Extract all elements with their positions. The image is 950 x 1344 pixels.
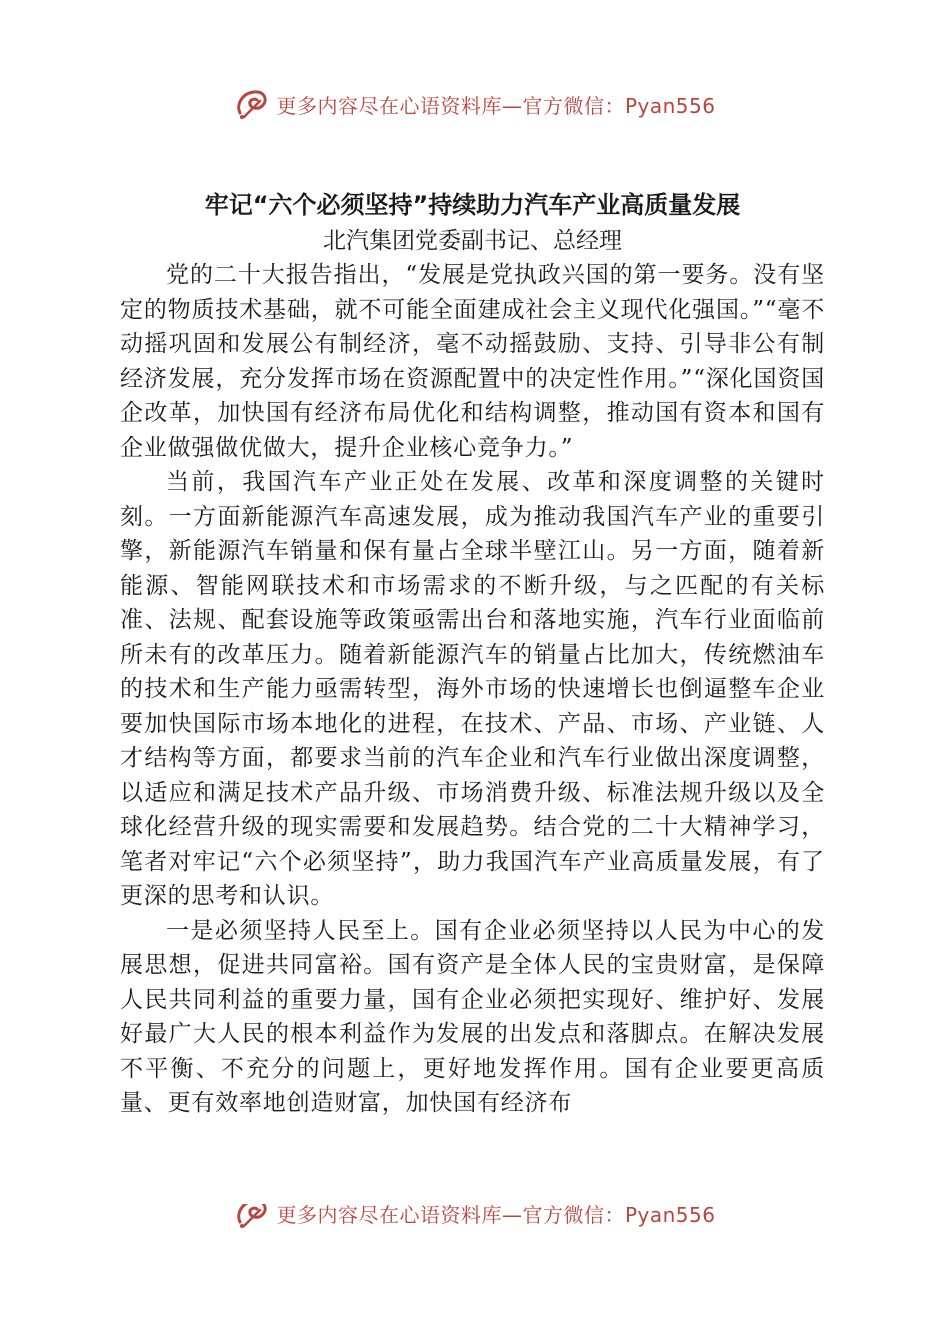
article-title: 牢记“六个必须坚持”持续助力汽车产业高质量发展 <box>204 191 741 219</box>
article <box>120 186 825 1121</box>
watermark-text: 更多内容尽在心语资料库—官方微信：Pyan556 <box>276 93 716 118</box>
paragraph-1: 党的二十大报告指出，“发展是党执政兴国的第一要务。没有坚定的物质技术基础，就不可能全面建成社会主义现代化强国。”“毫不动摇巩固和发展公有制经济，毫不动摇鼓励、支持、引导非公有制经济发展，充分发挥市场在资源配置中的决定性作用。”“深化国资国企改革，加快国有经济布局优化和结构调整，推动国有资本和国有企业做强做优做大，提升企业核心竞争力。” <box>120 262 825 461</box>
brush-logo-icon <box>234 87 270 121</box>
paragraph-2: 当前，我国汽车产业正处在发展、改革和深度调整的关键时刻。一方面新能源汽车高速发展，成为推动我国汽车产业的重要引擎，新能源汽车销量和保有量占全球半壁江山。另一方面，随着新能源、智能网联技术和市场需求的不断升级，与之匹配的有关标准、法规、配套设施等政策亟需出台和落地实施，汽车行业面临前所未有的改革压力。随着新能源汽车的销量占比加大，传统燃油车的技术和生产能力亟需转型，海外市场的快速增长也倒逼整车企业要加快国际市场本地化的进程，在技术、产品、市场、产业链、人才结构等方面，都要求当前的汽车企业和汽车行业做出深度调整，以适应和满足技术产品升级、市场消费升级、标准法规升级以及全球化经营升级的现实需要和发展趋势。结合党的二十大精神学习，笔者对牢记“六个必须坚持”，助力我国汽车产业高质量发展，有了更深的思考和认识。 <box>120 469 825 909</box>
watermark-text: 更多内容尽在心语资料库—官方微信：Pyan556 <box>276 1204 716 1227</box>
paragraph-3: 一是必须坚持人民至上。国有企业必须坚持以人民为中心的发展思想，促进共同富裕。国有资产是全体人民的宝贵财富，是保障人民共同利益的重要力量，国有企业必须把实现好、维护好、发展好最广大人民的根本利益作为发展的出发点和落脚点。在解决发展不平衡、不充分的问题上，更好地发挥作用。国有企业要更高质量、更有效率地创造财富，加快国有经济布 <box>120 917 825 1116</box>
watermark-banner-bottom <box>0 1204 950 1234</box>
article-byline: 北汽集团党委副书记、总经理 <box>323 228 622 254</box>
brush-logo-icon <box>234 1204 270 1230</box>
watermark-banner-top <box>0 84 950 124</box>
